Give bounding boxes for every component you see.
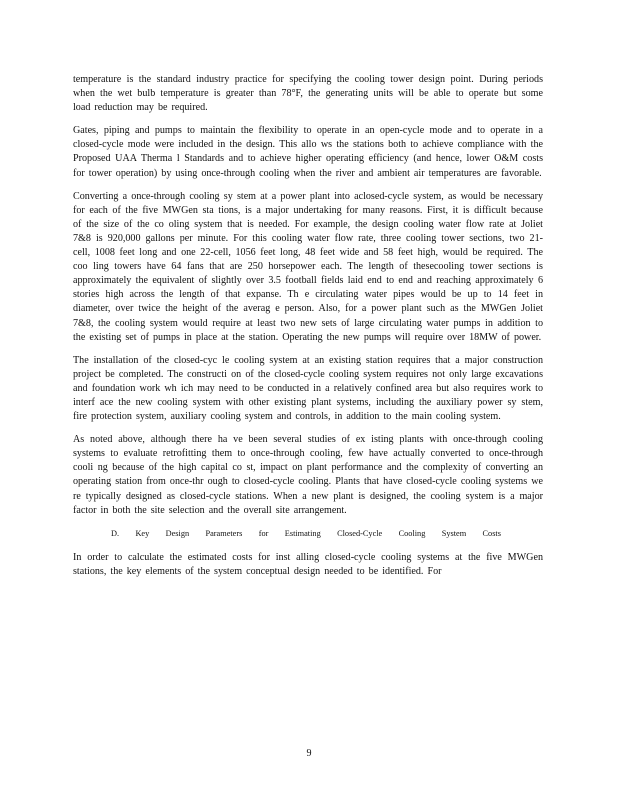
paragraph-gates-piping: Gates, piping and pumps to maintain the flexibility to operate in an open-cycle mode and to operate in a closed-cycle mode were included in the design. This allo ws the stations both to achieve compliance with the Proposed UAA Therma l Standards and to achieve higher operating efficiency (and hence, lower O&M costs for tower operation) by using once-through cooling when the river and ambient air temperatures are favorable.: [73, 125, 543, 179]
paragraph-design-point: temperature is the standard industry practice for specifying the cooling tower design point. During periods when the wet bulb temperature is greater than 78°F, the generating units will be able to operate but some load reduction may be required.: [73, 74, 543, 114]
section-heading: [73, 527, 543, 540]
paragraph-installation: The installation of the closed-cyc le cooling system at an existing station requires that a major construction project be completed. The constructi on of the closed-cycle cooling system requires not only large excavations and foundation work wh ich may need to be conducted in a relatively confined area but also requires work to interf ace the new cooling system with other existing plant systems, including the auxiliary power sy stem, fire protection system, auxiliary cooling system and controls, in addition to the main cooling system.: [73, 354, 543, 423]
heading-word: Key: [135, 528, 150, 538]
heading-word: Closed-Cycle: [337, 528, 383, 538]
page-content: [73, 73, 543, 588]
paragraph-final: In order to calculate the estimated costs for inst alling closed-cycle cooling systems at the five MWGen stations, the key elements of the system conceptual design needed to be identified. For: [73, 551, 543, 577]
page-number: 9: [306, 748, 312, 759]
heading-word: for: [258, 528, 269, 538]
heading-word: Estimating: [284, 528, 321, 538]
heading-word: System: [441, 528, 467, 538]
paragraph-as-noted: As noted above, although there ha ve been several studies of ex isting plants with once-through cooling systems to evaluate retrofitting them to once-through cooling, few have actually converted to once-through cooli ng because of the high capital co st, impact on plant performance and the complexity of converting an operating station from once-thr ough to closed-cycle cooling. Plants that have closed-cycle cooling systems we re typically designed as closed-cycle stations. When a new plant is designed, the cooling system is a major factor in both the site selection and the overall site arrangement.: [73, 434, 543, 516]
heading-word: Parameters: [205, 528, 243, 538]
heading-word: Costs: [482, 528, 501, 538]
heading-word: D.: [111, 528, 120, 538]
paragraph-converting: Converting a once-through cooling sy stem at a power plant into aclosed-cycle system, as would be necessary for each of the five MWGen sta tions, is a major undertaking for many reasons. First, it is difficult because of the size of the co oling system that is needed. For example, the design cooling water flow rate at Joliet 7&8 is 920,000 gallons per minute. For this cooling water flow rate, three cooling tower sections, two 21-cell, 1008 feet long and one 22-cell, 1056 feet long, 48 feet wide and 58 feet high, would be required. The coo ling towers have 64 fans that are 250 horsepower each. The length of thesecooling tower sections is approximately the equivalent of slightly over 3.5 football fields laid end to end and reaching approximately 6 stories high across the length of that expanse. Th e circulating water pipes would be up to 14 feet in diameter, over twice the height of the averag e person. Also, for a power plant such as the MWGen Joliet 7&8, the cooling system would require at least two new sets of large circulating water pumps in addition to the existing set of pumps in place at the station. Operating the new pumps will require over 18MW of power.: [73, 190, 543, 343]
heading-word: Design: [165, 528, 190, 538]
heading-word: Cooling: [398, 528, 426, 538]
